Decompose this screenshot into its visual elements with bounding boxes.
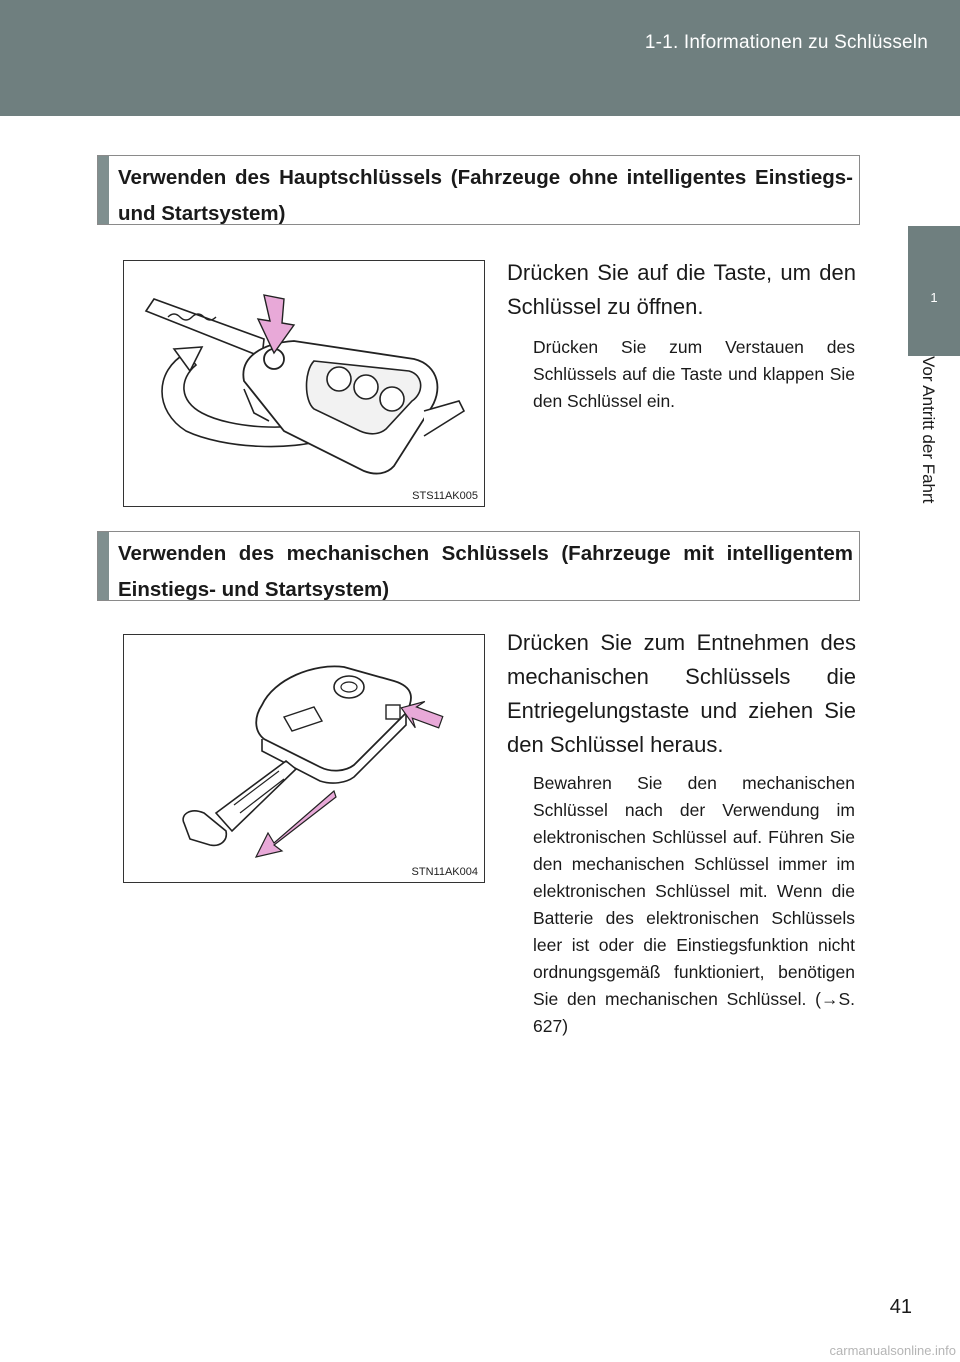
- chapter-label-text: Vor Antritt der Fahrt: [919, 356, 938, 504]
- smart-key-illustration: [124, 635, 484, 882]
- figure-code: STN11AK004: [411, 866, 478, 878]
- figure-smart-key: [123, 634, 485, 883]
- folding-key-illustration: [124, 261, 484, 506]
- section-heading-text: Verwenden des Hauptschlüssels (Fahrzeuge ohne intelligentes Einstiegs- und Startsystem): [118, 166, 853, 225]
- page-number: 41: [889, 1296, 912, 1318]
- section-heading-mechanical-key: [97, 531, 860, 601]
- watermark: carmanualsonline.info: [829, 1343, 956, 1358]
- note-text: Bewahren Sie den mechanischen Schlüssel nach der Verwendung im elektronischen Schlüssel auf. Führen Sie den mechanischen Schlüssel immer im elektronischen Schlüssel mit. Wenn die Batterie des elektronischen Schlüssels leer ist oder die Einstiegsfunktion nicht ordnungsgemäß funktioniert, benötigen Sie den mechanischen Schlüssel. (→S. 627): [533, 773, 855, 1036]
- header-title: 1-1. Informationen zu Schlüsseln: [644, 32, 928, 53]
- figure-code: STS11AK005: [412, 490, 478, 502]
- heading-accent: [98, 532, 109, 600]
- chapter-number: 1: [930, 290, 938, 305]
- note-text: Drücken Sie zum Verstauen des Schlüssels auf die Taste und klappen Sie den Schlüssel ein.: [533, 337, 855, 411]
- instruction-text: Drücken Sie auf die Taste, um den Schlüssel zu öffnen.: [507, 260, 856, 319]
- instruction-text: Drücken Sie zum Entnehmen des mechanischen Schlüssels die Entriegelungstaste und ziehen Sie den Schlüssel heraus.: [507, 630, 856, 757]
- chapter-tab: [908, 226, 960, 356]
- figure-folding-key: [123, 260, 485, 507]
- page-header: [0, 0, 960, 116]
- section-heading-text: Verwenden des mechanischen Schlüssels (Fahrzeuge mit intelligentem Einstiegs- und Startsystem): [118, 542, 853, 601]
- section-heading-main-key: [97, 155, 860, 225]
- heading-accent: [98, 156, 109, 224]
- chapter-label: [908, 356, 960, 556]
